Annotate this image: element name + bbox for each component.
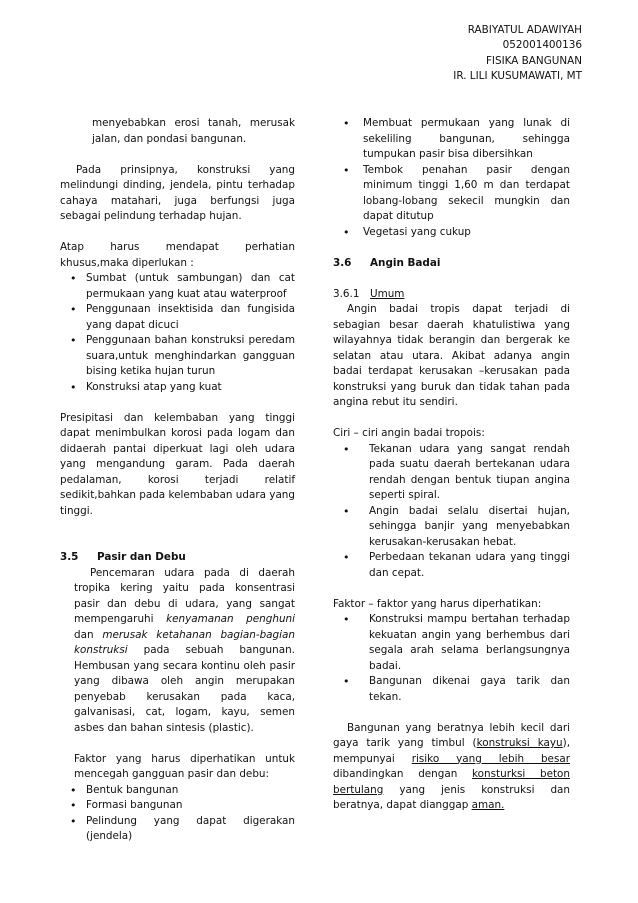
subsection-number: 3.6.1 <box>333 287 360 300</box>
underlined-text: konstruksi kayu <box>476 737 563 749</box>
italic-text: kenyamanan penghuni <box>166 613 295 625</box>
text-run: dan <box>74 628 103 641</box>
list-item: • Pelindung yang dapat digerakan (jendela) <box>60 814 295 845</box>
text-run: ), mempunyai <box>333 737 570 765</box>
ciri-list <box>333 442 570 582</box>
section-heading-3-5 <box>60 550 295 566</box>
subsection-title: Umum <box>370 287 405 300</box>
page-header <box>453 23 582 85</box>
faktor-list <box>333 612 570 705</box>
list-item: • Sumbat (untuk sambungan) dan cat permukaan yang kuat atau waterproof <box>60 271 295 302</box>
list-item: • Perbedaan tekanan udara yang tinggi dan cepat. <box>333 550 570 581</box>
paragraph-faktor-debu: Faktor yang harus diperhatikan untuk mencegah gangguan pasir dan debu: <box>74 752 295 780</box>
dust-list-continued <box>333 116 570 240</box>
paragraph-faktor-intro: Faktor – faktor yang harus diperhatikan: <box>333 597 542 610</box>
list-item: • Vegetasi yang cukup <box>333 225 570 241</box>
text-run: Bangunan yang beratnya lebih kecil dari gaya tarik yang timbul ( <box>333 721 570 749</box>
list-item: • Formasi bangunan <box>60 798 295 814</box>
list-item: • Bentuk bangunan <box>60 783 295 799</box>
subsection-heading-3-6-1 <box>333 287 570 303</box>
student-id: 052001400136 <box>502 39 582 52</box>
paragraph-presipitasi: Presipitasi dan kelembaban yang tinggi dapat menimbulkan korosi pada logam dan didaerah pantai diperkuat lagi oleh udara yang mengandung garam. Pada daerah pedalaman, korosi terjadi relatif sedikit,bahkan pada kelembaban udara yang tinggi. <box>60 411 295 517</box>
list-item: • Konstruksi mampu bertahan terhadap kekuatan angin yang berhembus dari segala arah selama berlangsungnya badai. <box>333 612 570 674</box>
dust-list <box>60 783 295 845</box>
course-name: FISIKA BANGUNAN <box>485 54 582 67</box>
list-item: • Penggunaan bahan konstruksi peredam suara,untuk menghindarkan gangguan bising ketika hujan turun <box>60 333 295 380</box>
author-name: RABIYATUL ADAWIYAH <box>467 24 582 36</box>
list-item: • Penggunaan insektisida dan fungisida yang dapat dicuci <box>60 302 295 333</box>
text-run: yang jenis konstruksi dan beratnya, dapat dianggap <box>333 783 570 811</box>
list-item: • Bangunan dikenai gaya tarik dan tekan. <box>333 674 570 705</box>
underlined-text: aman. <box>471 799 505 811</box>
paragraph-angin-badai: Angin badai tropis dapat terjadi di sebagian besar daerah khatulistiwa yang wilayahnya tidak berangin dan bergerak ke selatan atau utara. Akibat adanya angin badai terdapat kerusakan –kerusakan pada konstruksi yang buruk dan tidak tahan pada angina rebut itu sendiri. <box>333 303 570 408</box>
section-title: Angin Badai <box>370 256 441 269</box>
paragraph-atap-intro: Atap harus mendapat perhatian khusus,maka diperlukan : <box>60 241 295 269</box>
list-item: • Konstruksi atap yang kuat <box>60 380 295 396</box>
text-run: Pencemaran udara pada di daerah tropika kering yaitu pada konsentrasi pasir dan debu di udara, yang sangat mempengaruhi <box>74 566 295 625</box>
roof-list <box>60 271 295 395</box>
section-heading-3-6 <box>333 256 570 272</box>
underlined-text: konsturksi beton bertulang <box>333 768 570 796</box>
italic-text: merusak ketahanan bagian-bagian konstruksi <box>74 628 295 656</box>
paragraph-pencemaran <box>60 566 295 737</box>
left-column <box>60 116 295 845</box>
paragraph-prinsip: Pada prinsipnya, konstruksi yang melindungi dinding, jendela, pintu terhadap cahaya matahari, juga berfungsi juga sebagai pelindung terhadap hujan. <box>60 163 295 222</box>
paragraph-ciri-intro: Ciri – ciri angin badai tropois: <box>333 427 485 439</box>
right-column <box>333 116 570 814</box>
continued-paragraph: menyebabkan erosi tanah, merusak jalan, dan pondasi bangunan. <box>92 117 295 145</box>
list-item: • Tekanan udara yang sangat rendah pada suatu daerah bertekanan udara rendah dengan bentuk tiupan angina seperti spiral. <box>333 442 570 504</box>
list-item: • Tembok penahan pasir dengan minimum tinggi 1,60 m dan terdapat lobang-lobang sekecil mungkin dan dapat ditutup <box>333 163 570 225</box>
section-number: 3.5 <box>60 551 79 563</box>
paragraph-bangunan <box>333 721 570 814</box>
list-item: • Angin badai selalu disertai hujan, sehingga banjir yang menyebabkan kerusakan-kerusakan hebat. <box>333 504 570 551</box>
text-run: pada sebuah bangunan. Hembusan yang secara kontinu oleh pasir yang dibawa oleh angin merupakan penyebab kerusakan pada kaca, galvanisasi, cat, logam, kayu, semen asbes dan bahan sintesis (plastic). <box>74 644 295 734</box>
section-number: 3.6 <box>333 256 352 269</box>
underlined-text: risiko yang lebih besar <box>411 752 570 765</box>
text-run: dibandingkan dengan <box>333 768 473 780</box>
list-item: • Membuat permukaan yang lunak di sekeliling bangunan, sehingga tumpukan pasir bisa dibersihkan <box>333 116 570 163</box>
lecturer-name: IR. LILI KUSUMAWATI, MT <box>453 70 582 83</box>
section-title: Pasir dan Debu <box>97 551 186 563</box>
